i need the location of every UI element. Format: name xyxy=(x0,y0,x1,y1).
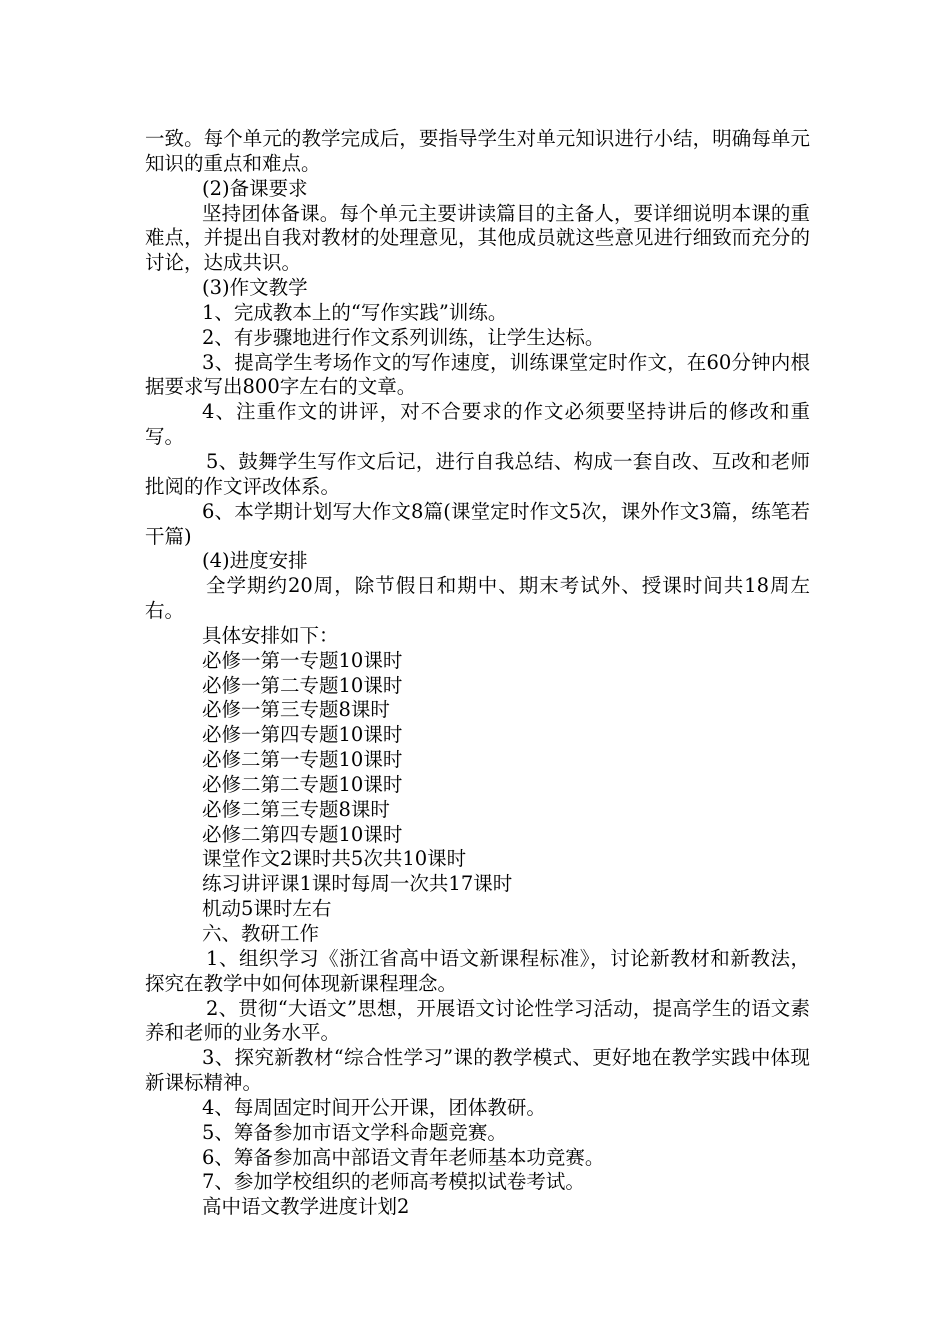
list-item: 3、提高学生考场作文的写作速度，训练课堂定时作文，在60分钟内根据要求写出800字左右的文章。 xyxy=(145,350,810,399)
list-item: 5、鼓舞学生写作文后记，进行自我总结、构成一套自改、互改和老师批阅的作文评改体系。 xyxy=(145,449,810,498)
paragraph: 具体安排如下： xyxy=(202,623,339,647)
list-item: 4、注重作文的讲评，对不合要求的作文必须要坚持讲后的修改和重写。 xyxy=(145,400,810,449)
schedule-item: 必修二第四专题10课时 xyxy=(202,822,403,846)
list-item: 2、有步骤地进行作文系列训练，让学生达标。 xyxy=(202,325,605,349)
list-item: 1、完成教本上的“写作实践”训练。 xyxy=(202,300,508,324)
list-item: 3、探究新教材“综合性学习”课的教学模式、更好地在教学实践中体现新课标精神。 xyxy=(145,1046,810,1095)
list-item: 6、本学期计划写大作文8篇(课堂定时作文5次，课外作文3篇，练笔若干篇) xyxy=(145,499,810,548)
list-item: 1、组织学习《浙江省高中语文新课程标准》，讨论新教材和新教法，探究在教学中如何体现新课程理念。 xyxy=(145,946,810,995)
schedule-item: 机动5课时左右 xyxy=(202,897,332,921)
schedule-item: 必修一第四专题10课时 xyxy=(202,723,403,747)
schedule-item: 必修一第一专题10课时 xyxy=(202,648,403,672)
schedule-item: 练习讲评课1课时每周一次共17课时 xyxy=(202,872,513,896)
section-heading: 六、教研工作 xyxy=(202,922,320,945)
section-heading: 高中语文教学进度计划2 xyxy=(202,1195,410,1219)
schedule-item: 必修二第一专题10课时 xyxy=(202,748,403,772)
schedule-item: 课堂作文2课时共5次共10课时 xyxy=(202,847,467,871)
list-item: 7、参加学校组织的老师高考模拟试卷考试。 xyxy=(202,1170,585,1194)
schedule-item: 必修二第二专题10课时 xyxy=(202,772,403,796)
list-item: 6、筹备参加高中部语文青年老师基本功竞赛。 xyxy=(202,1145,605,1169)
schedule-item: 必修一第三专题8课时 xyxy=(202,698,390,722)
schedule-item: 必修二第三专题8课时 xyxy=(202,797,390,821)
list-item: 2、贯彻“大语文”思想，开展语文讨论性学习活动，提高学生的语文素养和老师的业务水平。 xyxy=(145,996,810,1045)
section-heading: (2)备课要求 xyxy=(202,176,308,200)
paragraph: 坚持团体备课。每个单元主要讲读篇目的主备人，要详细说明本课的重难点，并提出自我对教材的处理意见，其他成员就这些意见进行细致而充分的讨论，达成共识。 xyxy=(145,201,810,275)
paragraph: 一致。每个单元的教学完成后，要指导学生对单元知识进行小结，明确每单元知识的重点和难点。 xyxy=(145,127,810,175)
document-body xyxy=(145,127,810,1220)
section-heading: (3)作文教学 xyxy=(202,276,308,300)
list-item: 4、每周固定时间开公开课，团体教研。 xyxy=(202,1095,546,1119)
schedule-item: 必修一第二专题10课时 xyxy=(202,673,403,697)
paragraph: 全学期约20周，除节假日和期中、期末考试外、授课时间共18周左右。 xyxy=(145,574,810,623)
list-item: 5、筹备参加市语文学科命题竞赛。 xyxy=(202,1120,507,1144)
section-heading: (4)进度安排 xyxy=(202,549,308,573)
